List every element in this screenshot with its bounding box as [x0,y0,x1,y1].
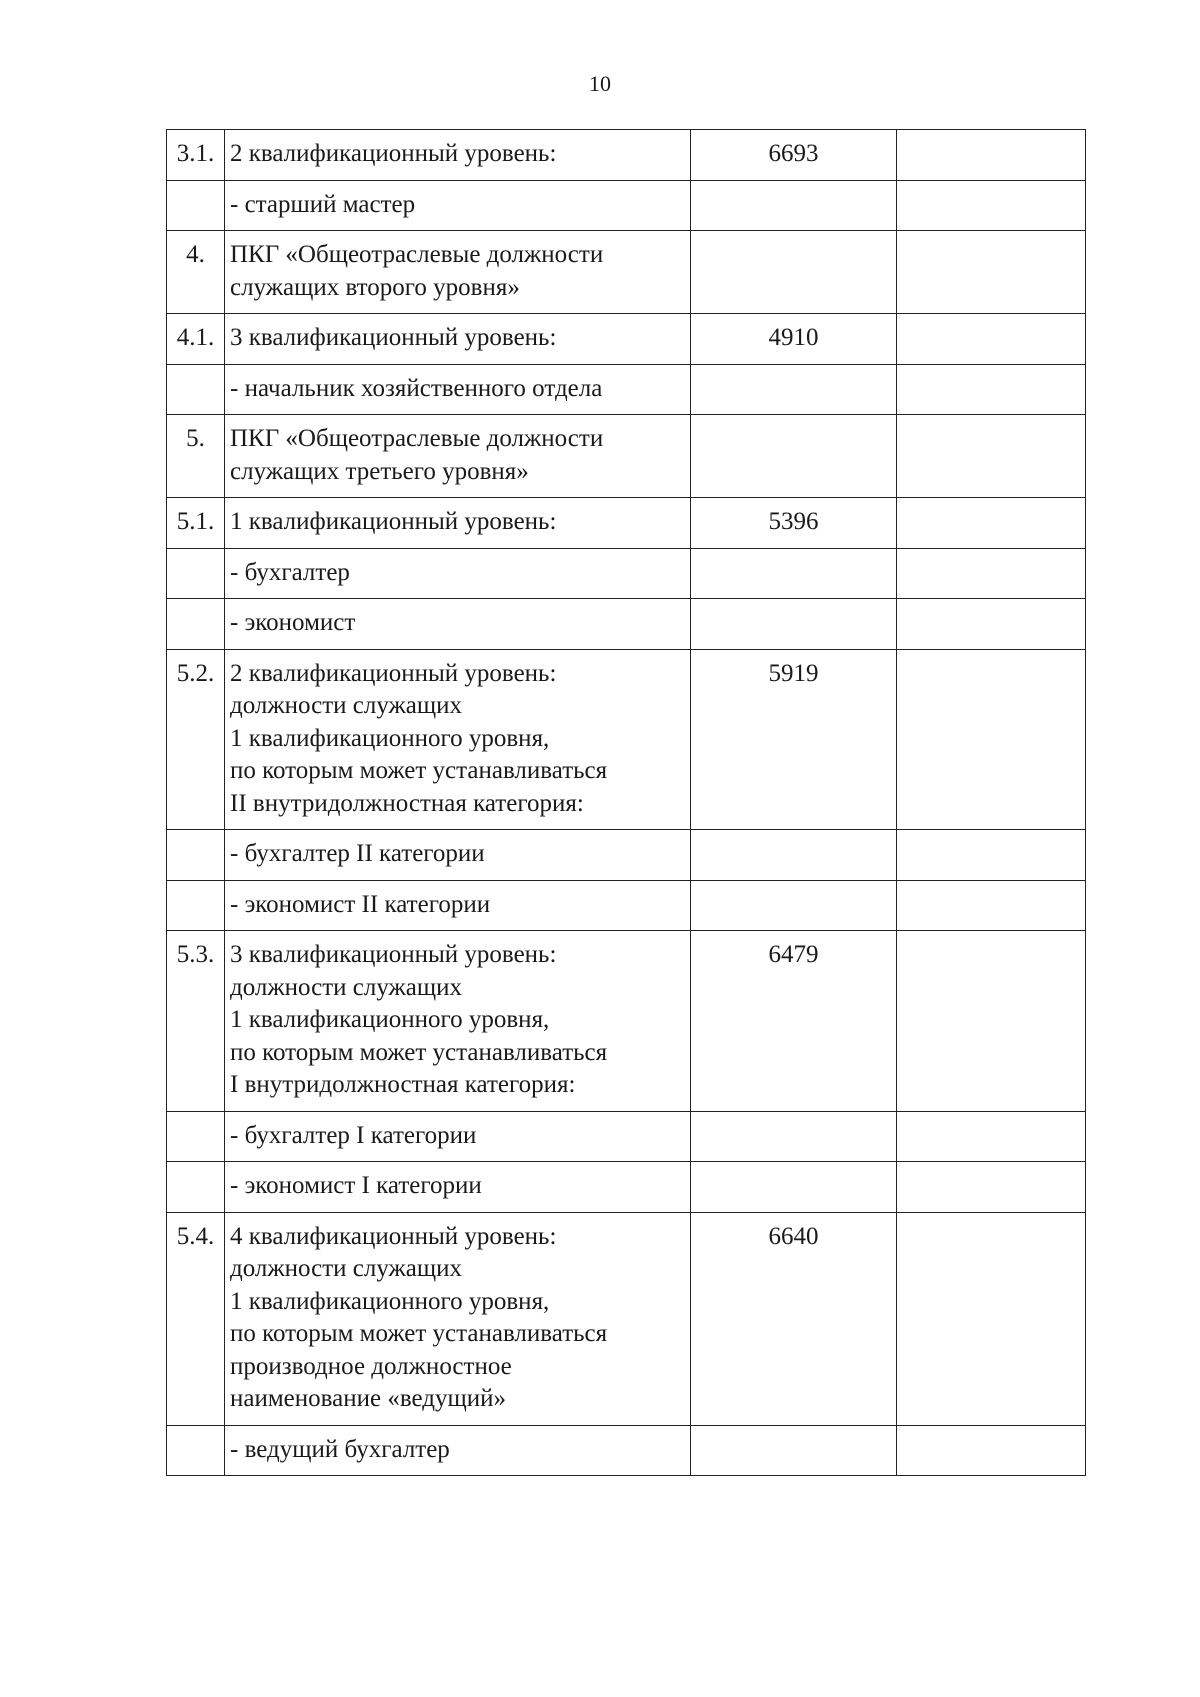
row-number: 3.1. [167,130,225,181]
salary-value [691,830,897,881]
salary-value: 4910 [691,314,897,365]
row-number [167,599,225,650]
extra-cell [897,1212,1086,1425]
table-row [167,548,1086,599]
position-name: ПКГ «Общеотраслевые должности служащих второго уровня» [225,231,691,314]
table-row [167,231,1086,314]
row-number [167,180,225,231]
position-name: - бухгалтер [225,548,691,599]
position-name: 3 квалификационный уровень: [225,314,691,365]
row-number: 4.1. [167,314,225,365]
position-name: - экономист [225,599,691,650]
position-name: ПКГ «Общеотраслевые должности служащих третьего уровня» [225,415,691,498]
extra-cell [897,231,1086,314]
position-name: - старший мастер [225,180,691,231]
salary-value [691,1162,897,1213]
row-number [167,548,225,599]
extra-cell [897,649,1086,830]
row-number [167,364,225,415]
salary-value [691,364,897,415]
table-row [167,180,1086,231]
table-row [167,314,1086,365]
position-name: - бухгалтер I категории [225,1111,691,1162]
salary-value: 6640 [691,1212,897,1425]
row-number [167,830,225,881]
extra-cell [897,314,1086,365]
table-row [167,498,1086,549]
position-name: 2 квалификационный уровень: должности служащих 1 квалификационного уровня, по которым может устанавливаться II внутридолжностная категория: [225,649,691,830]
position-name: 2 квалификационный уровень: [225,130,691,181]
extra-cell [897,180,1086,231]
extra-cell [897,498,1086,549]
position-name: - ведущий бухгалтер [225,1425,691,1476]
table-row [167,1212,1086,1425]
salary-value [691,599,897,650]
extra-cell [897,415,1086,498]
row-number: 5. [167,415,225,498]
extra-cell [897,880,1086,931]
position-name: - экономист I категории [225,1162,691,1213]
position-name: - бухгалтер II категории [225,830,691,881]
row-number [167,1425,225,1476]
position-name: 1 квалификационный уровень: [225,498,691,549]
table-row [167,649,1086,830]
position-name: 4 квалификационный уровень: должности служащих 1 квалификационного уровня, по которым может устанавливаться производное должностное наименование «ведущий» [225,1212,691,1425]
row-number: 5.3. [167,931,225,1112]
table-row [167,130,1086,181]
page-number: 10 [589,71,611,96]
salary-value [691,548,897,599]
row-number [167,1111,225,1162]
salary-value [691,180,897,231]
position-name: - экономист II категории [225,880,691,931]
row-number [167,880,225,931]
extra-cell [897,364,1086,415]
salary-value: 5396 [691,498,897,549]
salary-value [691,415,897,498]
row-number [167,1162,225,1213]
salary-value: 6479 [691,931,897,1112]
position-name: 3 квалификационный уровень: должности служащих 1 квалификационного уровня, по которым может устанавливаться I внутридолжностная категория: [225,931,691,1112]
extra-cell [897,1111,1086,1162]
extra-cell [897,1162,1086,1213]
extra-cell [897,830,1086,881]
table-row [167,1162,1086,1213]
salary-value [691,880,897,931]
table-row [167,880,1086,931]
table-row [167,599,1086,650]
table-row [167,364,1086,415]
extra-cell [897,130,1086,181]
extra-cell [897,599,1086,650]
table-row [167,931,1086,1112]
salary-value [691,1111,897,1162]
extra-cell [897,1425,1086,1476]
row-number: 5.4. [167,1212,225,1425]
row-number: 4. [167,231,225,314]
salary-value: 5919 [691,649,897,830]
table-row [167,415,1086,498]
row-number: 5.2. [167,649,225,830]
position-name: - начальник хозяйственного отдела [225,364,691,415]
table-row [167,1425,1086,1476]
salary-value [691,1425,897,1476]
table-row [167,830,1086,881]
extra-cell [897,548,1086,599]
salary-table [166,129,1086,1476]
table-row [167,1111,1086,1162]
salary-value: 6693 [691,130,897,181]
extra-cell [897,931,1086,1112]
salary-value [691,231,897,314]
row-number: 5.1. [167,498,225,549]
